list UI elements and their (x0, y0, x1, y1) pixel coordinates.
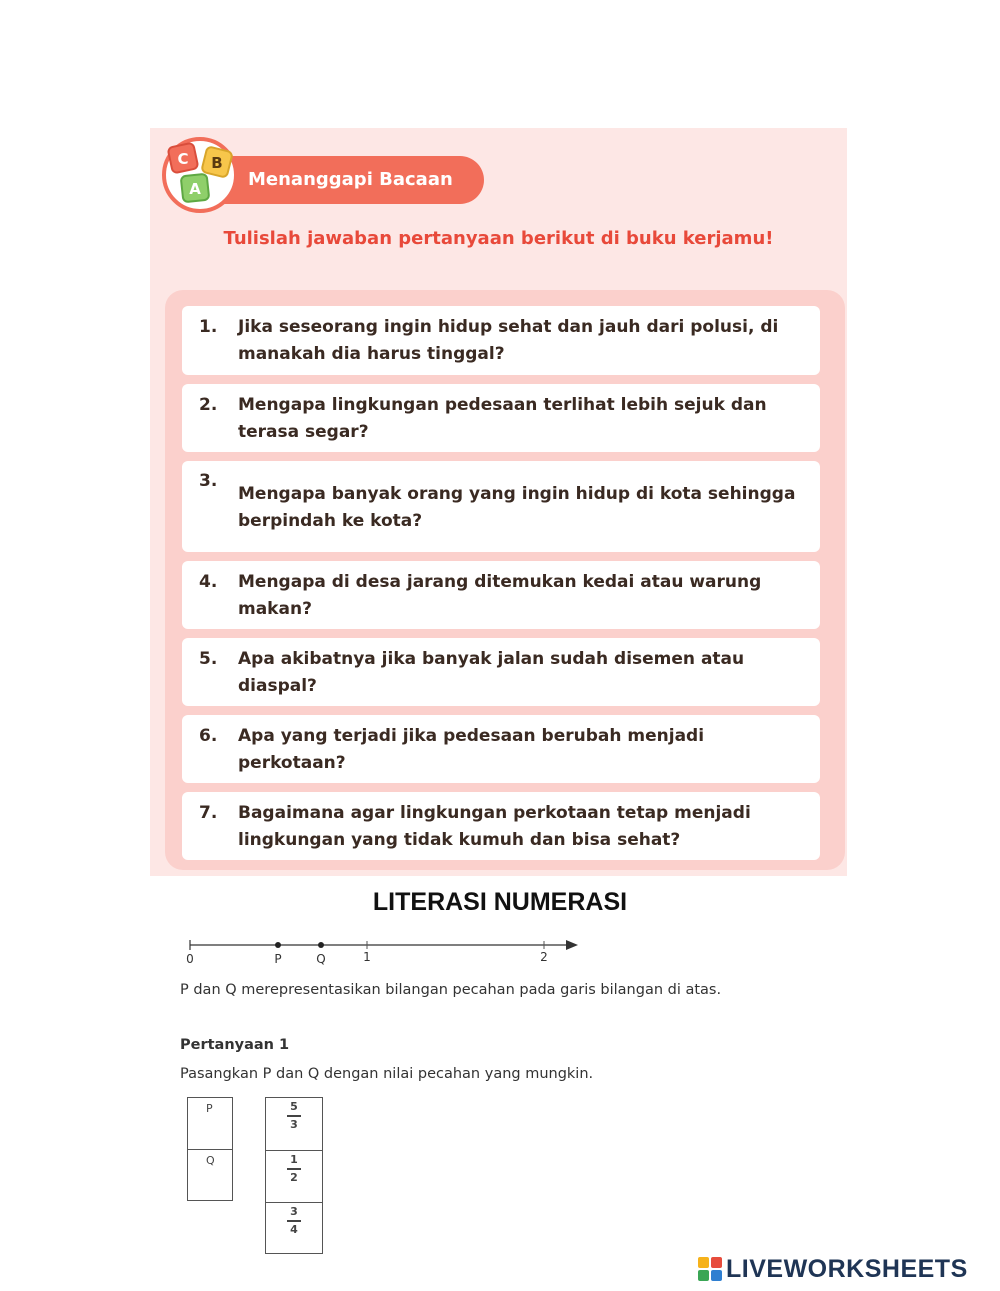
fraction-bar (287, 1220, 301, 1222)
fraction-numerator: 5 (290, 1100, 298, 1113)
fraction-denominator: 2 (290, 1170, 298, 1184)
question-text: Mengapa di desa jarang ditemukan kedai atau warung makan? (238, 572, 762, 619)
question-text: Mengapa banyak orang yang ingin hidup di kota sehingga berpindah ke kota? (238, 484, 796, 531)
fraction-option-1-2[interactable] (266, 1150, 322, 1202)
block-c (168, 143, 199, 174)
liveworksheets-logo-icon (698, 1256, 724, 1284)
section-title: Menanggapi Bacaan (248, 169, 453, 190)
fraction-options-column (265, 1097, 323, 1254)
question-card-3 (182, 461, 820, 552)
question-text: Mengapa lingkungan pedesaan terlihat lebih sejuk dan terasa segar? (238, 395, 767, 442)
svg-text:C: C (177, 150, 189, 168)
question-card-2 (182, 384, 820, 452)
fraction (287, 1205, 301, 1237)
label-0: 0 (186, 952, 194, 966)
question-text: Apa yang terjadi jika pedesaan berubah menjadi perkotaan? (238, 726, 705, 773)
match-box-p[interactable] (188, 1098, 232, 1149)
number-line (180, 932, 590, 968)
question-number: 1. (199, 317, 218, 337)
question-number: 7. (199, 803, 218, 823)
question-number: 4. (199, 572, 218, 592)
question-card-6 (182, 715, 820, 783)
match-left-column (187, 1097, 233, 1201)
svg-text:A: A (189, 180, 201, 198)
abc-blocks-icon (160, 135, 246, 215)
fraction (287, 1153, 301, 1185)
label-2: 2 (540, 950, 548, 964)
question-text: Apa akibatnya jika banyak jalan sudah disemen atau diaspal? (238, 649, 745, 696)
question-number: 2. (199, 395, 218, 415)
svg-text:B: B (211, 154, 223, 172)
question-text: Bagaimana agar lingkungan perkotaan tetap menjadi lingkungan yang tidak kumuh dan bisa sehat? (238, 803, 751, 850)
question-number: 6. (199, 726, 218, 746)
question-heading: Pertanyaan 1 (180, 1037, 290, 1053)
match-label-p: P (206, 1102, 213, 1115)
point-p (275, 942, 281, 948)
reading-instruction: Tulislah jawaban pertanyaan berikut di buku kerjamu! (223, 228, 774, 249)
question-number: 3. (199, 471, 218, 491)
question-card-1 (182, 306, 820, 375)
question-card-7 (182, 792, 820, 860)
fraction-option-5-3[interactable] (266, 1098, 322, 1150)
match-box-q[interactable] (188, 1149, 232, 1200)
question-number: 5. (199, 649, 218, 669)
question-text: Jika seseorang ingin hidup sehat dan jauh dari polusi, di manakah dia harus tinggal? (238, 317, 779, 364)
label-p: P (274, 952, 282, 966)
label-1: 1 (363, 950, 371, 964)
number-line-arrow-icon (566, 940, 578, 950)
fraction-denominator: 3 (290, 1117, 298, 1131)
fraction-bar (287, 1115, 301, 1117)
point-q (318, 942, 324, 948)
numeracy-title: LITERASI NUMERASI (372, 888, 628, 916)
block-a (181, 174, 210, 203)
number-line-description: P dan Q merepresentasikan bilangan pecahan pada garis bilangan di atas. (180, 982, 722, 998)
fraction-bar (287, 1168, 301, 1170)
liveworksheets-brand: LIVEWORKSHEETS (726, 1255, 968, 1283)
question-card-5 (182, 638, 820, 706)
question-instruction: Pasangkan P dan Q dengan nilai pecahan yang mungkin. (180, 1066, 594, 1082)
question-card-4 (182, 561, 820, 629)
fraction-numerator: 3 (290, 1205, 298, 1218)
fraction-option-3-4[interactable] (266, 1202, 322, 1254)
fraction-numerator: 1 (290, 1153, 298, 1166)
label-q: Q (316, 952, 326, 966)
fraction (287, 1100, 301, 1132)
block-b (201, 146, 233, 178)
match-label-q: Q (206, 1154, 215, 1167)
fraction-denominator: 4 (290, 1222, 298, 1236)
